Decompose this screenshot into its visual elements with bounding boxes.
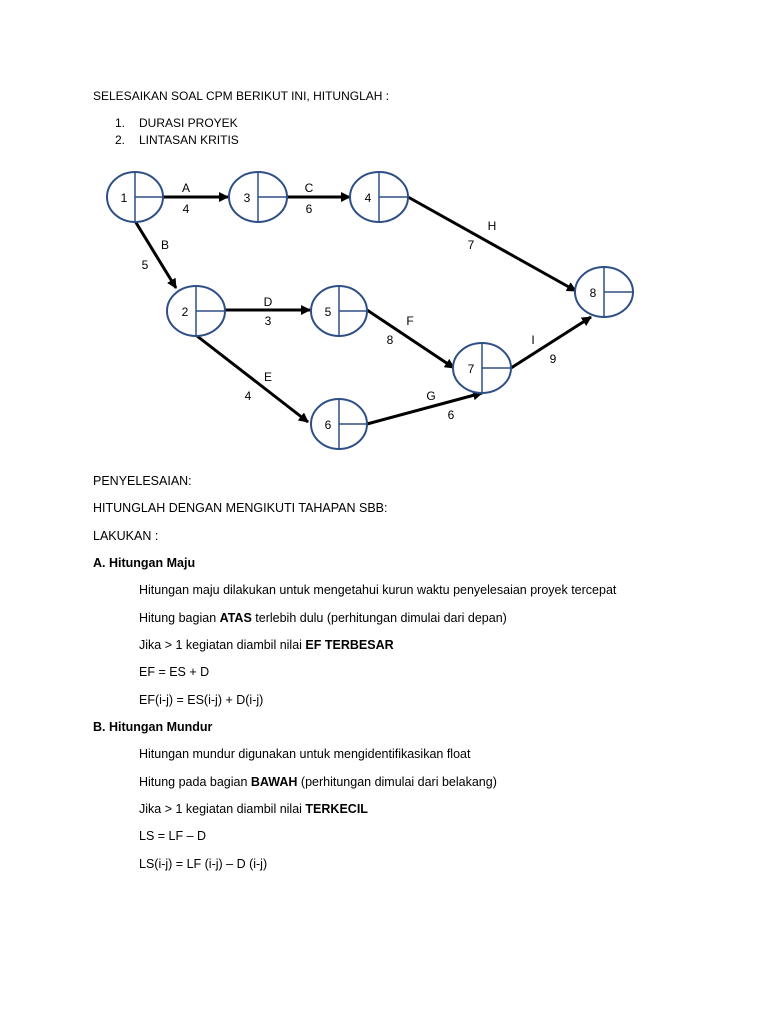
node-label: 3 bbox=[243, 191, 251, 205]
node-label: 6 bbox=[324, 418, 332, 432]
activity-d-name: D bbox=[263, 295, 273, 309]
activity-b-name: B bbox=[160, 238, 170, 252]
backward-formula-2: LS(i-j) = LF (i-j) – D (i-j) bbox=[139, 857, 268, 871]
node-label: 4 bbox=[364, 191, 372, 205]
node-3 bbox=[229, 172, 287, 222]
node-label: 2 bbox=[181, 305, 189, 319]
forward-formula-1: EF = ES + D bbox=[139, 665, 210, 679]
activity-e-name: E bbox=[263, 370, 273, 384]
list-number-1: 1. bbox=[115, 116, 126, 130]
activity-b-duration: 5 bbox=[141, 258, 149, 272]
forward-formula-2: EF(i-j) = ES(i-j) + D(i-j) bbox=[139, 693, 264, 707]
bold-segment: BAWAH bbox=[250, 775, 298, 789]
activity-h-duration: 7 bbox=[467, 238, 475, 252]
activity-f-duration: 8 bbox=[386, 333, 394, 347]
text-segment: Jika > 1 kegiatan diambil nilai bbox=[139, 638, 306, 652]
forward-line-1: Hitungan maju dilakukan untuk mengetahui kurun waktu penyelesaian proyek tercepat bbox=[139, 583, 617, 597]
do-label: LAKUKAN : bbox=[93, 529, 159, 543]
activity-g-duration: 6 bbox=[447, 408, 455, 422]
node-label: 1 bbox=[120, 191, 128, 205]
forward-line-2 bbox=[139, 611, 507, 626]
text-segment: Hitung bagian bbox=[139, 611, 220, 625]
forward-line-3 bbox=[139, 638, 394, 653]
activity-arrow-h bbox=[408, 197, 576, 291]
activity-h-name: H bbox=[487, 219, 497, 233]
activity-d-duration: 3 bbox=[264, 314, 272, 328]
forward-pass-title: A. Hitungan Maju bbox=[93, 556, 196, 570]
activity-arrow-b bbox=[135, 221, 176, 288]
activity-g-name: G bbox=[426, 389, 436, 403]
node-label: 7 bbox=[467, 362, 475, 376]
bold-segment: TERKECIL bbox=[305, 802, 368, 816]
activity-e-duration: 4 bbox=[244, 389, 252, 403]
node-label: 8 bbox=[589, 286, 597, 300]
text-segment: (perhitungan dimulai dari belakang) bbox=[297, 775, 497, 789]
node-6 bbox=[311, 399, 367, 449]
text-segment: terlebih dulu (perhitungan dimulai dari depan) bbox=[251, 611, 507, 625]
activity-arrow-e bbox=[197, 336, 308, 422]
backward-line-1: Hitungan mundur digunakan untuk mengidentifikasikan float bbox=[139, 747, 471, 761]
list-number-2: 2. bbox=[115, 133, 126, 147]
backward-line-2 bbox=[139, 775, 497, 790]
node-4 bbox=[350, 172, 408, 222]
activity-a-name: A bbox=[181, 181, 191, 195]
activity-c-duration: 6 bbox=[305, 202, 313, 216]
node-8 bbox=[575, 267, 633, 317]
activity-f-name: F bbox=[406, 314, 414, 328]
text-segment: Jika > 1 kegiatan diambil nilai bbox=[139, 802, 306, 816]
list-item-lintasan-kritis: LINTASAN KRITIS bbox=[139, 133, 239, 147]
text-segment: Hitung pada bagian bbox=[139, 775, 251, 789]
solution-heading: PENYELESAIAN: bbox=[93, 474, 192, 488]
node-label: 5 bbox=[324, 305, 332, 319]
list-item-durasi-proyek: DURASI PROYEK bbox=[139, 116, 238, 130]
activity-i-duration: 9 bbox=[549, 352, 557, 366]
node-5 bbox=[311, 286, 367, 336]
bold-segment: EF TERBESAR bbox=[305, 638, 394, 652]
activity-i-name: I bbox=[531, 333, 535, 347]
backward-pass-title: B. Hitungan Mundur bbox=[93, 720, 213, 734]
cpm-network-diagram bbox=[0, 0, 768, 480]
backward-formula-1: LS = LF – D bbox=[139, 829, 207, 843]
bold-segment: ATAS bbox=[219, 611, 252, 625]
node-2 bbox=[167, 286, 225, 336]
activity-arrow-g bbox=[367, 393, 482, 424]
node-1 bbox=[107, 172, 163, 222]
backward-line-3 bbox=[139, 802, 368, 817]
solution-instruction: HITUNGLAH DENGAN MENGIKUTI TAHAPAN SBB: bbox=[93, 501, 388, 515]
problem-title: SELESAIKAN SOAL CPM BERIKUT INI, HITUNGLAH : bbox=[93, 89, 390, 103]
activity-c-name: C bbox=[304, 181, 314, 195]
activity-a-duration: 4 bbox=[182, 202, 190, 216]
node-7 bbox=[453, 343, 511, 393]
